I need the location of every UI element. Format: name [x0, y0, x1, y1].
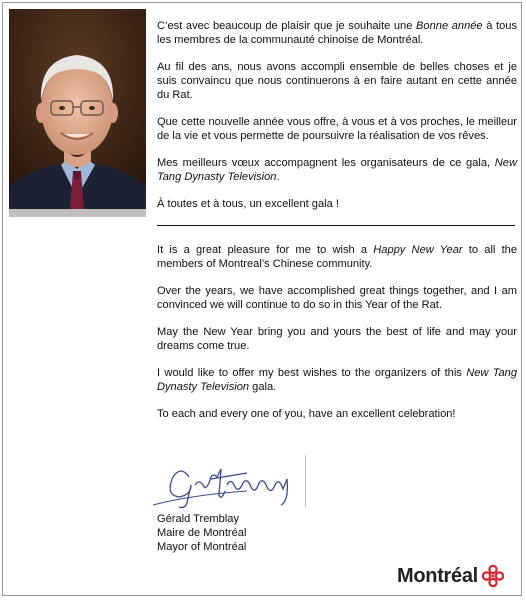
fr-organizers-text-b: . [276, 171, 280, 183]
signature-vertical-line [305, 455, 306, 507]
fr-greeting-text-b: à tous les membres de la communauté chinoise de Montréal. [157, 20, 517, 46]
letter-body [157, 19, 517, 434]
fr-paragraph-years: Au fil des ans, nous avons accompli ensemble de belles choses et je suis convaincu que nous continuerons à en faire autant en cette année du Rat. [157, 61, 517, 101]
fr-organizers-text-a: Mes meilleurs vœux accompagnent les organisateurs de ce gala, [157, 157, 495, 169]
en-paragraph-wishes: May the New Year bring you and yours the best of life and may your dreams come true. [157, 326, 517, 352]
signoff-block [157, 512, 246, 554]
en-organizers-text-a: I would like to offer my best wishes to the organizers of this [157, 367, 467, 379]
montreal-logo [397, 563, 505, 589]
fr-greeting-emphasis: Bonne année [416, 20, 483, 32]
fr-greeting-text-a: C’est avec beaucoup de plaisir que je souhaite une [157, 20, 417, 32]
fr-paragraph-closing: À toutes et à tous, un excellent gala ! [157, 198, 339, 210]
en-organizers-text-b: gala. [249, 381, 277, 393]
en-paragraph-years: Over the years, we have accomplished great things together, and I am convinced we will continue to do so in this Year of the Rat. [157, 285, 517, 311]
en-greeting-emphasis: Happy New Year [373, 244, 463, 256]
signatory-title-en: Mayor of Montréal [157, 541, 247, 553]
handwritten-signature [151, 455, 311, 511]
language-divider [157, 225, 515, 226]
portrait-image [9, 9, 146, 217]
en-paragraph-closing: To each and every one of you, have an excellent celebration! [157, 408, 456, 420]
fr-paragraph-greeting [157, 19, 517, 47]
en-greeting-text-a: It is a great pleasure for me to wish a [157, 244, 374, 256]
en-organizers-emphasis: New Tang Dynasty Television [157, 367, 517, 393]
signatory-name: Gérald Tremblay [157, 513, 240, 525]
letter-frame [2, 2, 522, 596]
fr-organizers-emphasis: New Tang Dynasty Television [157, 157, 517, 183]
montreal-logo-wordmark: Montréal [397, 564, 478, 587]
fr-paragraph-organizers [157, 156, 517, 184]
en-greeting-text-b: to all the members of Montreal’s Chinese community. [157, 244, 518, 270]
montreal-rosette-icon [481, 564, 505, 588]
portrait-photo [9, 9, 146, 217]
signatory-title-fr: Maire de Montréal [157, 527, 247, 539]
en-paragraph-organizers [157, 366, 517, 394]
en-paragraph-greeting [157, 243, 517, 271]
fr-paragraph-wishes: Que cette nouvelle année vous offre, à vous et à vos proches, le meilleur de la vie et vous permette de poursuivre la réalisation de vos rêves. [157, 116, 517, 142]
